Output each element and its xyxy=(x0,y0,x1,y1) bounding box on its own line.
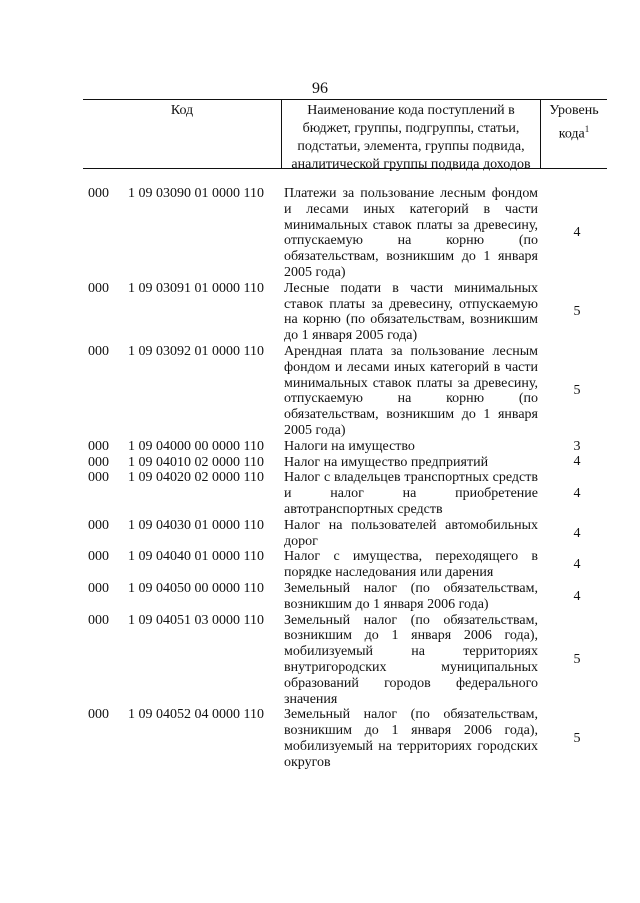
revenue-code: 1 09 04050 00 0000 110 xyxy=(128,580,264,596)
table-row xyxy=(0,581,640,613)
code-level: 3 xyxy=(573,438,581,454)
revenue-code: 1 09 04030 01 0000 110 xyxy=(128,517,264,533)
table-row xyxy=(0,707,640,770)
header-level-footnote: 1 xyxy=(584,124,590,134)
admin-code: 000 xyxy=(88,343,109,359)
header-code: Код xyxy=(83,100,282,168)
revenue-code: 1 09 04051 03 0000 110 xyxy=(128,612,264,628)
header-level xyxy=(541,100,607,168)
revenue-name: Земельный налог (по обязательствам, возникшим до 1 января 2006 года), мобилизуемый на территориях городских округов xyxy=(284,707,538,770)
revenue-code: 1 09 03091 01 0000 110 xyxy=(128,280,264,296)
admin-code: 000 xyxy=(88,186,109,201)
table-body xyxy=(0,186,640,770)
revenue-code: 1 09 04040 01 0000 110 xyxy=(128,549,264,565)
page-number: 96 xyxy=(312,80,328,97)
revenue-name: Арендная плата за пользование лесным фондом и лесами иных категорий в части минимальных ставок платы за древесину, отпускаемую на корню (по обязательствам, возникшим до 1 января 2005 года) xyxy=(284,343,538,438)
revenue-code: 1 09 03092 01 0000 110 xyxy=(128,343,264,359)
code-level: 5 xyxy=(573,652,581,668)
admin-code: 000 xyxy=(88,612,109,628)
revenue-code: 1 09 04020 02 0000 110 xyxy=(128,470,264,486)
table-header xyxy=(83,99,607,172)
table-row xyxy=(0,344,640,439)
table-row xyxy=(0,613,640,708)
admin-code: 000 xyxy=(88,707,109,723)
code-level: 4 xyxy=(573,486,581,502)
table-row xyxy=(0,186,640,281)
revenue-name: Налог с имущества, переходящего в порядке наследования или дарения xyxy=(284,549,538,581)
revenue-name: Налог с владельцев транспортных средств и налог на приобретение автотранспортных средств xyxy=(284,470,538,517)
table-row xyxy=(0,470,640,517)
revenue-code: 1 09 04052 04 0000 110 xyxy=(128,707,264,723)
header-name: Наименование кода поступлений в бюджет, группы, подгруппы, статьи, подстатьи, элемента, группы подвида, аналитической группы подвида доходов xyxy=(282,100,541,168)
table-row xyxy=(0,439,640,455)
revenue-name: Платежи за пользование лесным фондом и лесами иных категорий в части минимальных ставок платы за древесину, отпускаемую на корню (по обязательствам, возникшим до 1 января 2005 года) xyxy=(284,186,538,280)
table-row xyxy=(0,518,640,550)
table-row xyxy=(0,455,640,471)
admin-code: 000 xyxy=(88,280,109,296)
admin-code: 000 xyxy=(88,454,109,470)
admin-code: 000 xyxy=(88,580,109,596)
revenue-name: Лесные подати в части минимальных ставок платы за древесину, отпускаемую на корню (по обязательствам, возникшим до 1 января 2005 года) xyxy=(284,280,538,344)
table-row xyxy=(0,549,640,581)
admin-code: 000 xyxy=(88,438,109,454)
admin-code: 000 xyxy=(88,549,109,565)
revenue-name: Земельный налог (по обязательствам, возникшим до 1 января 2006 года), мобилизуемый на территориях внутригородских муниципальных образований городов федерального значения xyxy=(284,612,538,707)
revenue-name: Налог на пользователей автомобильных дорог xyxy=(284,517,538,549)
revenue-name: Налог на имущество предприятий xyxy=(284,454,489,470)
revenue-name: Земельный налог (по обязательствам, возникшим до 1 января 2006 года) xyxy=(284,580,538,612)
code-level: 4 xyxy=(573,454,581,470)
revenue-name: Налоги на имущество xyxy=(284,438,415,454)
revenue-code: 1 09 04000 00 0000 110 xyxy=(128,438,264,454)
revenue-code: 1 09 04010 02 0000 110 xyxy=(128,454,264,470)
admin-code: 000 xyxy=(88,517,109,533)
code-level: 4 xyxy=(573,557,581,573)
code-level: 4 xyxy=(573,588,581,604)
code-level: 5 xyxy=(573,304,581,320)
table-row xyxy=(0,281,640,344)
revenue-code: 1 09 03090 01 0000 110 xyxy=(128,186,264,201)
code-level: 4 xyxy=(573,225,581,241)
admin-code: 000 xyxy=(88,470,109,486)
header-level-label: Уровень кода xyxy=(549,103,599,142)
code-level: 4 xyxy=(573,525,581,541)
code-level: 5 xyxy=(573,730,581,746)
code-level: 5 xyxy=(573,383,581,399)
